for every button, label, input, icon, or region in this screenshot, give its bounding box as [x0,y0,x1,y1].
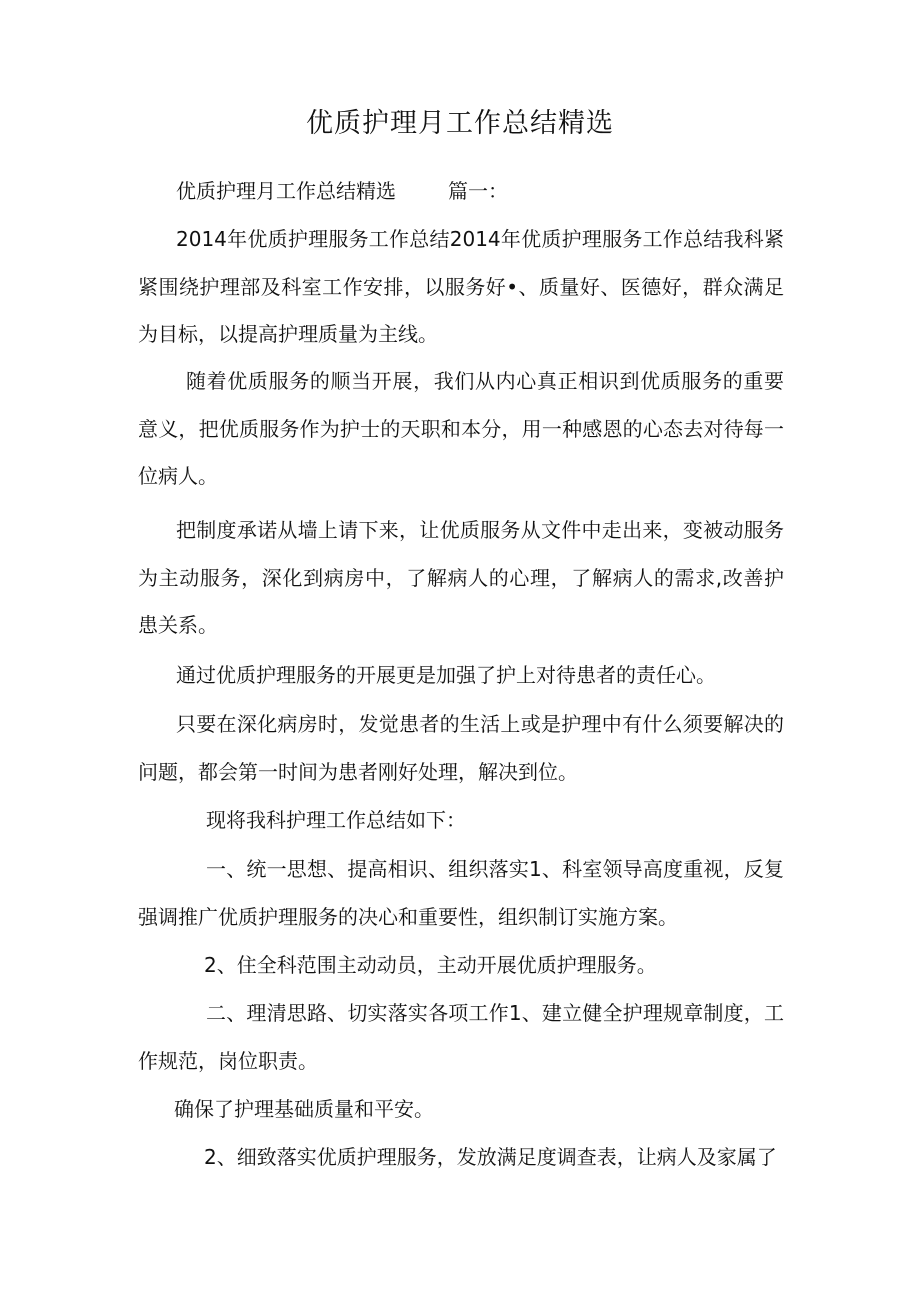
paragraph-4: 通过优质护理服务的开展更是加强了护上对待患者的责任心。 [176,663,716,687]
paragraph-9: 二、理清思路、切实落实各项工作1、建立健全护理规章制度，工作规范，岗位职责。 [138,1001,784,1073]
paragraph-11: 2、细致落实优质护理服务，发放满足度调查表，让病人及家属了 [204,1145,777,1169]
paragraph-5: 只要在深化病房时，发觉患者的生活上或是护理中有什么须要解决的问题，都会第一时间为患者刚好处理，解决到位。 [138,712,784,784]
paragraph-2: 随着优质服务的顺当开展，我们从内心真正相识到优质服务的重要意义，把优质服务作为护士的天职和本分，用一种感恩的心态去对待每一位病人。 [138,369,784,488]
paragraph-10: 确保了护理基础质量和平安。 [174,1097,434,1121]
paragraph-8: 2、住全科范围主动动员，主动开展优质护理服务。 [204,953,657,977]
paragraph-3: 把制度承诺从墙上请下来，让优质服务从文件中走出来，变被动服务为主动服务，深化到病房中，了解病人的心理，了解病人的需求,改善护患关系。 [138,518,784,637]
paragraph-1: 2014年优质护理服务工作总结2014年优质护理服务工作总结我科紧紧围绕护理部及科室工作安排，以服务好•、质量好、医德好，群众满足为目标，以提高护理质量为主线。 [138,227,784,346]
document-title: 优质护理月工作总结精选 [306,108,614,139]
paragraph-7: 一、统一思想、提高相识、组织落实1、科室领导高度重视，反复强调推广优质护理服务的决心和重要性，组织制订实施方案。 [138,857,784,929]
subtitle-part: 篇一： [448,179,508,203]
document-subtitle [138,168,784,216]
paragraph-6: 现将我科护理工作总结如下： [206,808,466,832]
subtitle-text: 优质护理月工作总结精选 [176,179,396,203]
